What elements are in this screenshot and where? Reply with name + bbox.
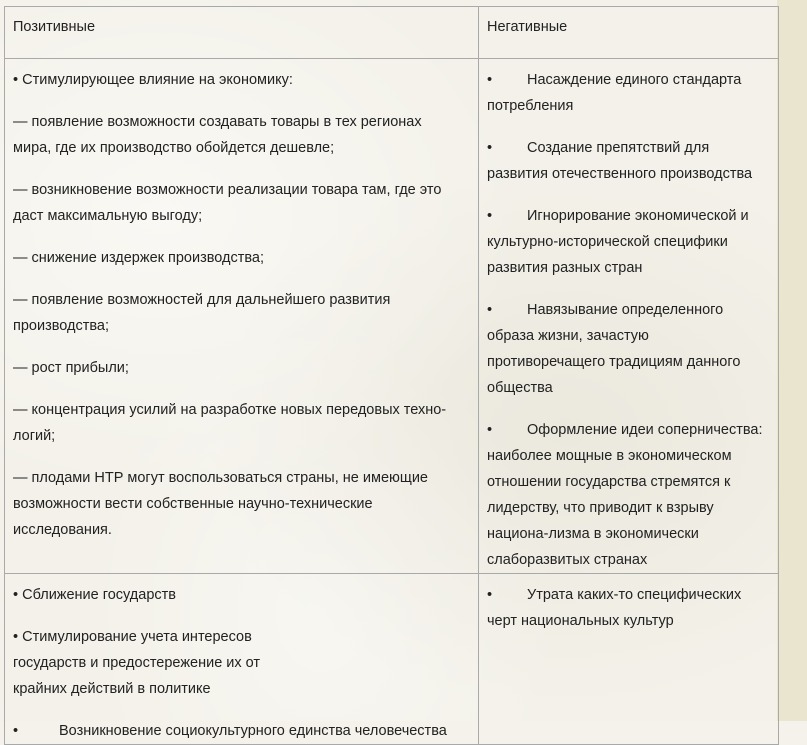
positive-item: • Сближение государств	[13, 587, 176, 603]
globalization-effects-table	[4, 6, 779, 745]
positive-cultural-cell	[5, 574, 479, 745]
row-cultural	[5, 574, 779, 745]
header-negative: Негативные	[479, 7, 779, 59]
negative-economic-cell	[479, 59, 779, 574]
negative-cultural-cell	[479, 574, 779, 745]
negative-item: • Игнорирование экономической и культурно-исторической специфики развития разных стран	[487, 208, 749, 276]
positive-item: — концентрация усилий на разработке новых передовых техно-логий;	[13, 402, 447, 444]
negative-item: • Оформление идеи соперничества: наиболее мощные в экономическом отношении государства стремятся к лидерству, что приводит к взрыву национа-лизма в экономически слаборазвитых странах	[487, 422, 763, 568]
positive-item: • Стимулирование учета интересов государств и предостережение их от крайних действий в политике	[13, 629, 261, 697]
positive-item: — возникновение возможности реализации товара там, где это даст максимальную выгоду;	[13, 182, 442, 224]
positive-item: — появление возможности создавать товары в тех регионах мира, где их производство обойдется дешевле;	[13, 114, 422, 156]
header-positive: Позитивные	[5, 7, 479, 59]
positive-item: — снижение издержек производства;	[13, 250, 265, 266]
positive-item: — рост прибыли;	[13, 360, 129, 376]
row-economic	[5, 59, 779, 574]
page-margin-strip	[777, 0, 807, 721]
positive-economic-cell	[5, 59, 479, 574]
negative-item: • Создание препятствий для развития отечественного производства	[487, 140, 753, 182]
negative-item: • Утрата каких-то специфических черт национальных культур	[487, 587, 742, 629]
positive-item: • Возникновение социокультурного единства человечества	[13, 723, 447, 739]
header-row	[5, 7, 779, 59]
positive-lead: • Стимулирующее влияние на экономику:	[13, 72, 293, 88]
positive-item: — появление возможностей для дальнейшего развития производства;	[13, 292, 391, 334]
negative-item: • Навязывание определенного образа жизни, зачастую противоречащего традициям данного общества	[487, 302, 741, 396]
positive-item: — плодами НТР могут воспользоваться страны, не имеющие возможности вести собственные научно-технические исследования.	[13, 470, 428, 538]
negative-item: • Насаждение единого стандарта потребления	[487, 72, 742, 114]
